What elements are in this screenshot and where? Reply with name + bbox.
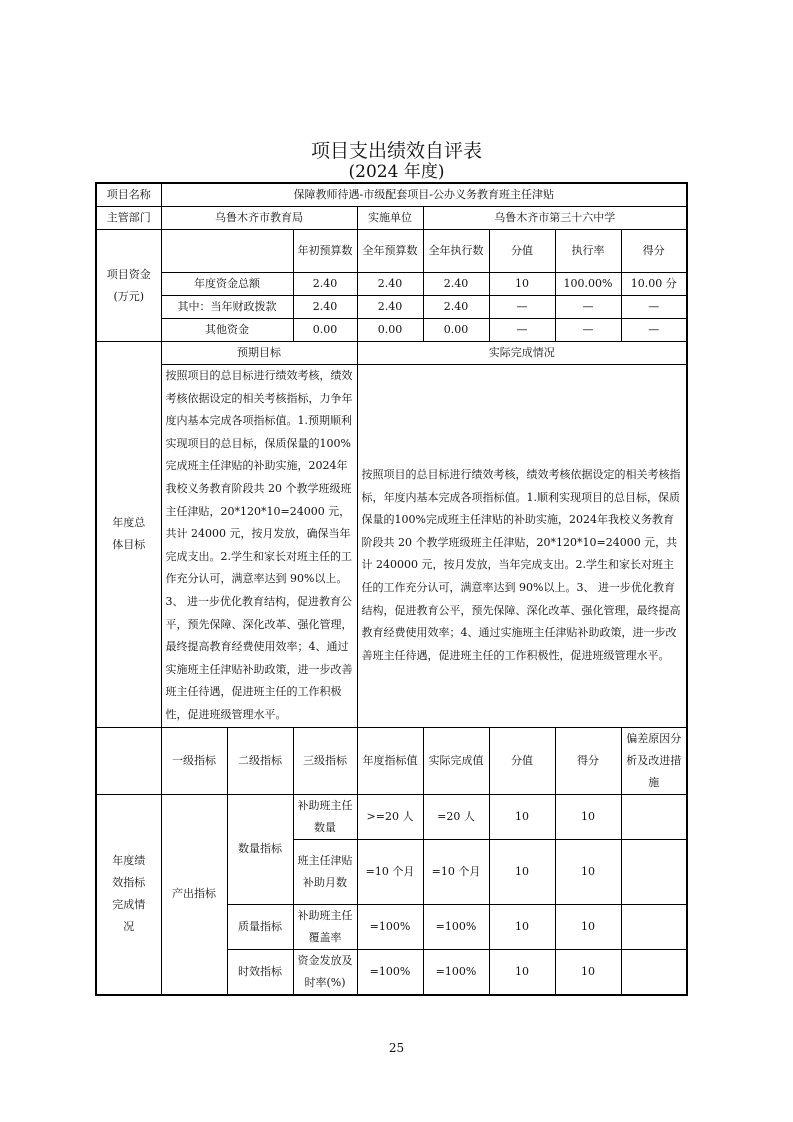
actual-completion-text: 按照项目的总目标进行绩效考核，绩效考核依据设定的相关考核指标，年度内基本完成各项指标值。1.顺利实现项目的总目标，保质保量的100%完成班主任津贴的补助实施，2024年我校义务教育阶段共 20 个教学班级班主任津贴，20*120*10=24000 元，共计 240000 元，按月发放，当年完成支出。2.学生和家长对班主任的工作充分认可，满意率达到 90%以上。3、 进一步优化教育结构，促进教育公平，预先保障、深化改革、强化管理，最终提高教育经费使用效率；4、通过实施班主任津贴补助政策，进一步改善班主任待遇，促进班主任的工作积极性，促进班级管理水平。 [357,365,687,728]
funds-row-rate: 100.00% [555,273,621,296]
goals-label: 年度总体目标 [96,342,161,728]
impl-value: 乌鲁木齐市第三十六中学 [423,207,687,230]
indicator-header-actual: 实际完成值 [423,727,489,794]
funds-header-row [96,230,687,273]
indicator-level3: 班主任津贴补助月数 [293,839,357,904]
indicator-target: >=20 人 [357,794,423,839]
indicator-score: 10 [555,904,621,949]
funds-row [96,319,687,342]
indicator-level1: 产出指标 [161,794,227,995]
indicator-score-value: 10 [489,839,555,904]
indicator-level2: 时效指标 [227,949,293,995]
project-name-row [96,183,687,207]
goals-header-row [96,342,687,365]
expected-goal-text: 按照项目的总目标进行绩效考核，绩效考核依据设定的相关考核指标，力争年度内基本完成各项指标值。1.预期顺利实现项目的总目标，保质保量的100%完成班主任津贴的补助实施，2024年我校义务教育阶段共 20 个教学班级班主任津贴，20*120*10=24000 元，共计 24000 元，按月发放，确保当年完成支出。2.学生和家长对班主任的工作充分认可，满意率达到 90%以上。3、 进一步优化教育结构，促进教育公平，预先保障、深化改革、强化管理，最终提高教育经费使用效率；4、通过实施班主任津贴补助政策，进一步改善班主任待遇，促进班主任的工作积极性，促进班级管理水平。 [161,365,357,728]
indicator-deviation [621,904,687,949]
indicator-header-blank [96,727,161,794]
indicator-actual: =20 人 [423,794,489,839]
indicators-section-label: 年度绩效指标完成情况 [96,794,161,995]
funds-row-name: 其他资金 [161,319,293,342]
funds-header-blank [161,230,293,273]
funds-row-initial: 2.40 [293,296,357,319]
funds-header-initial: 年初预算数 [293,230,357,273]
funds-header-score-value: 分值 [489,230,555,273]
goals-content-row [96,365,687,728]
indicator-deviation [621,839,687,904]
funds-row [96,296,687,319]
dept-label: 主管部门 [96,207,161,230]
indicator-row [96,794,687,839]
indicator-score: 10 [555,794,621,839]
indicator-deviation [621,949,687,995]
indicator-level3: 补助班主任数量 [293,794,357,839]
indicator-level3: 资金发放及时率(%) [293,949,357,995]
indicator-target: =100% [357,904,423,949]
funds-row-annual: 2.40 [357,273,423,296]
indicator-header-score-value: 分值 [489,727,555,794]
project-name-value: 保障教师待遇-市级配套项目-公办义务教育班主任津贴 [161,183,687,207]
indicator-score-value: 10 [489,904,555,949]
indicator-header-target: 年度指标值 [357,727,423,794]
indicator-score-value: 10 [489,794,555,839]
funds-row-initial: 2.40 [293,273,357,296]
document-title: 项目支出绩效自评表 [310,140,482,162]
indicator-actual: =10 个月 [423,839,489,904]
funds-row-executed: 2.40 [423,296,489,319]
indicator-deviation [621,794,687,839]
funds-row-annual: 0.00 [357,319,423,342]
page-number: 25 [388,1041,405,1055]
funds-row-score-value: — [489,319,555,342]
funds-label [96,230,161,342]
funds-label-line1: 项目资金 [106,267,151,281]
indicator-target: =100% [357,949,423,995]
funds-header-executed: 全年执行数 [423,230,489,273]
funds-header-score: 得分 [621,230,687,273]
funds-row-name: 年度资金总额 [161,273,293,296]
dept-value: 乌鲁木齐市教育局 [161,207,357,230]
indicator-actual: =100% [423,949,489,995]
indicator-actual: =100% [423,904,489,949]
funds-row-annual: 2.40 [357,296,423,319]
funds-row-score-value: — [489,296,555,319]
funds-row-score: — [621,296,687,319]
funds-row-score: 10.00 分 [621,273,687,296]
funds-row-rate: — [555,319,621,342]
funds-row-rate: — [555,296,621,319]
funds-row-executed: 0.00 [423,319,489,342]
funds-row-score: — [621,319,687,342]
indicator-level2: 质量指标 [227,904,293,949]
indicator-score: 10 [555,949,621,995]
indicator-header-level1: 一级指标 [161,727,227,794]
indicator-header-score: 得分 [555,727,621,794]
funds-row [96,273,687,296]
funds-row-initial: 0.00 [293,319,357,342]
indicator-target: =10 个月 [357,839,423,904]
actual-completion-header: 实际完成情况 [357,342,687,365]
indicator-level3: 补助班主任覆盖率 [293,904,357,949]
indicator-level2: 数量指标 [227,794,293,904]
indicator-header-level3: 三级指标 [293,727,357,794]
funds-header-annual: 全年预算数 [357,230,423,273]
funds-row-name: 其中：当年财政拨款 [161,296,293,319]
indicator-score-value: 10 [489,949,555,995]
funds-header-rate: 执行率 [555,230,621,273]
impl-label: 实施单位 [357,207,423,230]
project-name-label: 项目名称 [96,183,161,207]
performance-table [95,182,688,996]
funds-label-line2: (万元) [113,289,145,303]
expected-goal-header: 预期目标 [161,342,357,365]
indicator-score: 10 [555,839,621,904]
funds-row-executed: 2.40 [423,273,489,296]
document-subtitle: (2024 年度) [348,162,445,182]
funds-row-score-value: 10 [489,273,555,296]
indicator-header-row [96,727,687,794]
department-row [96,207,687,230]
indicator-header-deviation: 偏差原因分析及改进措施 [621,727,687,794]
indicator-header-level2: 二级指标 [227,727,293,794]
